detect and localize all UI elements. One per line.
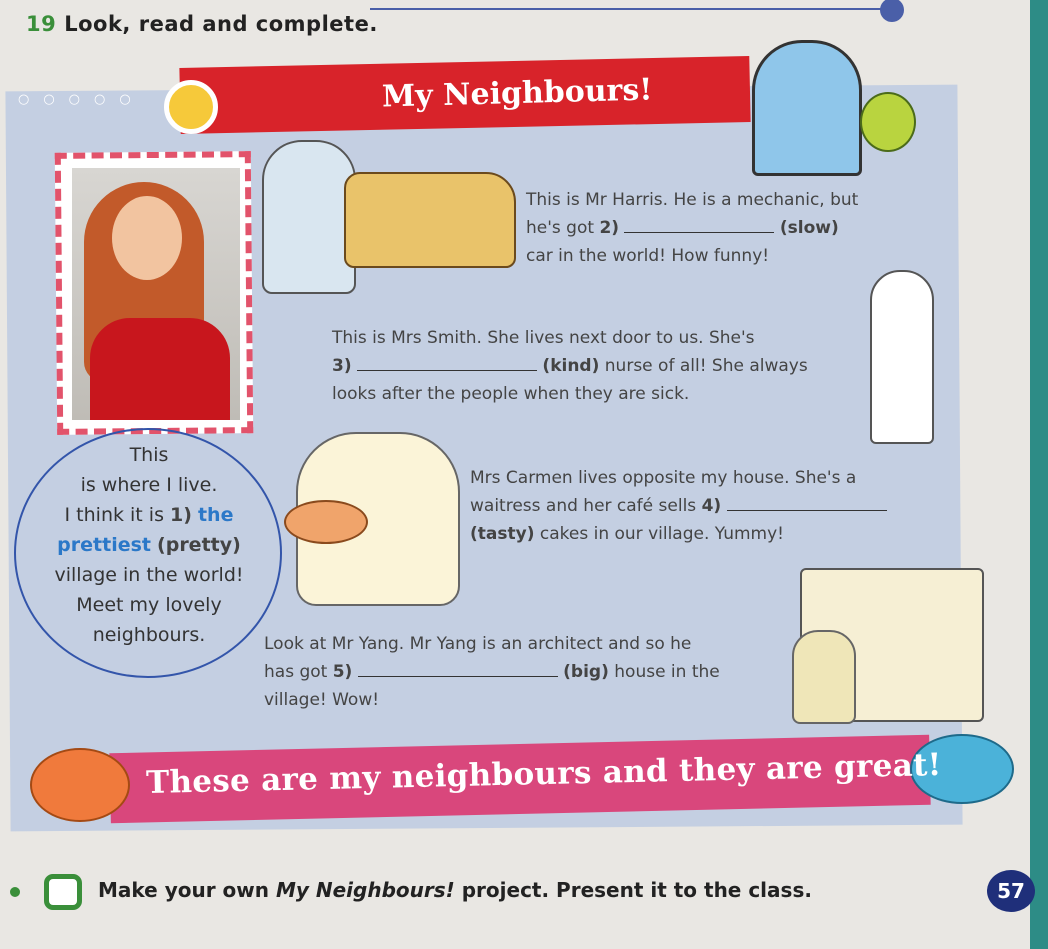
text: cakes in our village. Yummy!	[534, 524, 784, 544]
closing-banner-text: These are my neighbours and they are great!	[145, 746, 942, 802]
text-line	[264, 658, 784, 686]
example-answer: the prettiest	[57, 504, 234, 556]
page-number: 57	[987, 870, 1035, 912]
bird-icon	[30, 748, 130, 822]
mechanic-illustration	[262, 140, 356, 294]
speech-line: is where I live.	[80, 474, 218, 496]
top-dot	[880, 0, 904, 22]
cake-icon	[284, 500, 368, 544]
text: has got	[264, 662, 333, 682]
girl-face	[112, 196, 182, 280]
paragraph-harris	[526, 186, 886, 270]
text-line: car in the world! How funny!	[526, 246, 770, 266]
speech-bubble-text	[34, 440, 264, 650]
text: he's got	[526, 218, 600, 238]
speech-text: I think it is	[64, 504, 171, 526]
text-line	[470, 520, 940, 548]
text-line	[332, 352, 852, 380]
tree-icon	[860, 92, 916, 152]
text-line	[526, 214, 886, 242]
bullet-dot	[10, 887, 20, 897]
exercise-instruction: Look, read and complete.	[64, 12, 378, 36]
project-instruction	[98, 878, 812, 902]
answer-blank-4[interactable]	[727, 496, 887, 511]
flower-icon	[164, 80, 218, 134]
word-hint: (pretty)	[157, 534, 241, 556]
page-title: My Neighbours!	[381, 72, 653, 115]
binder-holes: ○○○○○	[18, 92, 145, 107]
paragraph-carmen	[470, 464, 940, 548]
text-line: This is Mr Harris. He is a mechanic, but	[526, 190, 859, 210]
item-number: 2)	[599, 218, 620, 238]
word-hint: (tasty)	[470, 524, 535, 544]
answer-blank-5[interactable]	[358, 662, 558, 677]
speech-line: village in the world!	[54, 564, 244, 586]
text: house in the	[608, 662, 720, 682]
item-number: 3)	[332, 356, 352, 376]
paragraph-smith	[332, 324, 852, 408]
text-line: Mrs Carmen lives opposite my house. She's a	[470, 468, 857, 488]
text: Make your own	[98, 878, 276, 902]
speech-line	[34, 500, 264, 560]
project-title: My Neighbours!	[275, 878, 455, 902]
text-line	[470, 492, 940, 520]
top-rule	[370, 8, 890, 10]
text-line: Look at Mr Yang. Mr Yang is an architect and so he	[264, 634, 692, 654]
page-edge	[1030, 0, 1048, 949]
girl-shirt	[90, 318, 230, 420]
text-line: looks after the people when they are sick.	[332, 384, 690, 404]
word-hint: (big)	[563, 662, 609, 682]
paragraph-yang	[264, 630, 784, 714]
old-car-illustration	[344, 172, 516, 268]
girl-photo	[72, 168, 240, 420]
speech-line: Meet my lovely	[76, 594, 222, 616]
item-number: 1)	[170, 504, 192, 526]
text: nurse of all! She always	[599, 356, 808, 376]
item-number: 5)	[332, 662, 353, 682]
text: waitress and her café sells	[470, 496, 702, 516]
word-hint: (slow)	[779, 218, 839, 238]
house-icon	[752, 40, 862, 176]
answer-blank-2[interactable]	[624, 218, 774, 233]
text-line: village! Wow!	[264, 690, 380, 710]
speech-line: This	[129, 444, 169, 466]
architect-illustration	[792, 630, 856, 724]
exercise-heading	[26, 12, 378, 36]
word-hint: (kind)	[542, 356, 600, 376]
item-number: 4)	[701, 496, 722, 516]
checkbox-icon[interactable]	[44, 874, 82, 910]
text-line: This is Mrs Smith. She lives next door to us. She's	[332, 328, 755, 348]
exercise-number: 19	[26, 12, 57, 36]
answer-blank-3[interactable]	[357, 356, 537, 371]
nurse-illustration	[870, 270, 934, 444]
speech-line: neighbours.	[92, 624, 206, 646]
text: project. Present it to the class.	[454, 878, 812, 902]
